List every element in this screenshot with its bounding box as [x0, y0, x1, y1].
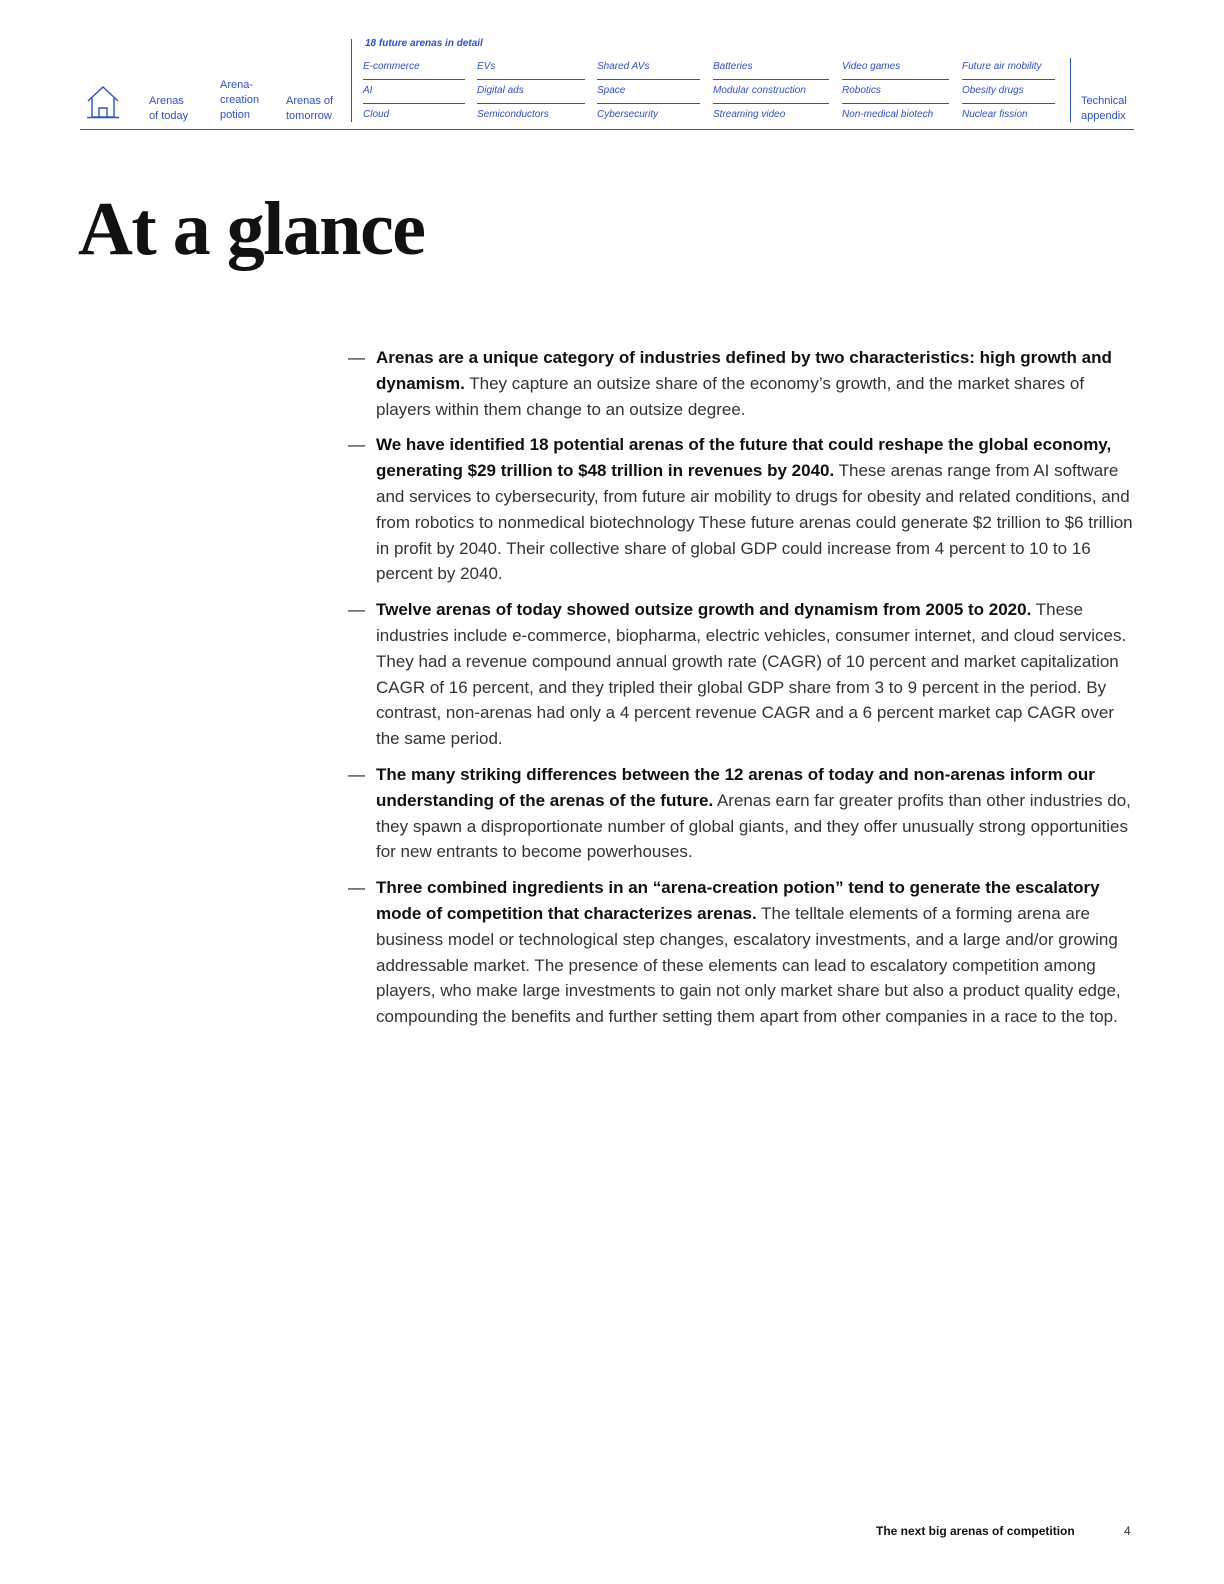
list-item — [348, 762, 1138, 865]
nav-divider — [1070, 58, 1071, 122]
bullet-text: These industries include e-commerce, biopharma, electric vehicles, consumer internet, and cloud services. They had a revenue compound annual growth rate (CAGR) of 10 percent and market capitalization CAGR of 16 percent, and they tripled their global GDP share from 3 to 9 percent in the period. By contrast, non-arenas had only a 4 percent revenue CAGR and a 6 percent market cap CAGR over the same period. — [376, 600, 1127, 749]
list-item — [348, 432, 1138, 587]
row-divider — [477, 79, 585, 80]
row-divider — [842, 79, 949, 80]
bullet-text: These arenas range from AI software and services to cybersecurity, from future air mobility to drugs for obesity and related conditions, and from robotics to nonmedical biotechnology These future arenas could generate $2 trillion to $6 trillion in profit by 2040. Their collective share of global GDP could increase from 4 percent to 10 to 16 percent by 2040. — [376, 461, 1133, 584]
bullet-marker: — — [348, 600, 365, 620]
arena-link-e-commerce[interactable]: E-commerce — [363, 61, 420, 72]
row-divider — [477, 103, 585, 104]
arena-link-semiconductors[interactable]: Semiconductors — [477, 109, 549, 120]
home-icon[interactable] — [86, 84, 120, 120]
bullet-lead: Twelve arenas of today showed outsize growth and dynamism from 2005 to 2020. — [376, 600, 1032, 620]
bullet-lead: Arenas are a unique category of industries defined by two characteristics: high growth and dynamism. — [376, 348, 1112, 393]
nav-underline — [80, 129, 1134, 130]
arena-link-digital-ads[interactable]: Digital ads — [477, 85, 524, 96]
row-divider — [842, 103, 949, 104]
bullet-text: They capture an outsize share of the economy’s growth, and the market shares of players within them change to an outsize degree. — [376, 373, 1085, 419]
nav-label-line: Arenas — [149, 95, 184, 107]
arena-link-cybersecurity[interactable]: Cybersecurity — [597, 109, 659, 120]
bullet-lead: We have identified 18 potential arenas of the future that could reshape the global economy, generating $29 trillion to $48 trillion in revenues by 2040. — [376, 435, 1112, 481]
nav-label-line: potion — [220, 109, 250, 121]
list-item — [348, 345, 1138, 422]
nav-arenas-of-tomorrow[interactable] — [286, 94, 333, 124]
row-divider — [713, 103, 829, 104]
row-divider — [962, 103, 1055, 104]
nav-technical-appendix[interactable] — [1081, 94, 1127, 124]
bullet-marker: — — [348, 764, 365, 784]
nav-arenas-of-today[interactable] — [149, 94, 188, 124]
future-arenas-heading: 18 future arenas in detail — [365, 38, 483, 49]
bullet-lead: Three combined ingredients in an “arena-creation potion” tend to generate the escalatory mode of competition that characterizes arenas. — [376, 878, 1100, 923]
bullet-marker: — — [348, 878, 365, 898]
page-title: At a glance — [78, 187, 425, 271]
nav-label-line: tomorrow — [286, 110, 332, 122]
arena-link-obesity-drugs[interactable]: Obesity drugs — [962, 85, 1024, 96]
list-item — [348, 597, 1138, 752]
footer-report-title: The next big arenas of competition — [876, 1524, 1075, 1538]
arena-link-modular-construction[interactable]: Modular construction — [713, 85, 806, 96]
arena-link-evs[interactable]: EVs — [477, 61, 496, 72]
arena-link-nuclear-fission[interactable]: Nuclear fission — [962, 109, 1028, 120]
arena-link-shared-avs[interactable]: Shared AVs — [597, 61, 650, 72]
bullet-lead: The many striking differences between the 12 arenas of today and non-arenas inform our understanding of the arenas of the future. — [376, 764, 1095, 810]
arena-link-cloud[interactable]: Cloud — [363, 109, 390, 120]
bullet-text: Arenas earn far greater profits than other industries do, they spawn a disproportionate number of global giants, and they offer unusually strong opportunities for new entrants to become powerhouses. — [376, 790, 1131, 862]
nav-label-line: Arenas of — [286, 95, 334, 107]
bullet-text: The telltale elements of a forming arena are business model or technological step changes, escalatory investments, and a large and/or growing addressable market. The presence of these elements can lead to escalatory competition among players, who make large investments to gain not only market share but also a product quality edge, compounding the benefits and further setting them apart from other companies in a race to the top. — [376, 903, 1121, 1027]
row-divider — [713, 79, 829, 80]
row-divider — [597, 79, 700, 80]
nav-label-line: Arena- — [220, 79, 254, 91]
row-divider — [363, 103, 465, 104]
page-number: 4 — [1124, 1524, 1131, 1538]
arena-link-robotics[interactable]: Robotics — [842, 85, 881, 96]
arena-link-ai[interactable]: AI — [363, 85, 373, 96]
nav-label-line: Technical — [1081, 95, 1127, 107]
nav-label-line: of today — [149, 110, 189, 122]
nav-arena-creation-potion[interactable] — [220, 78, 259, 123]
arena-link-space[interactable]: Space — [597, 85, 626, 96]
arena-link-video-games[interactable]: Video games — [842, 61, 901, 72]
bullet-marker: — — [348, 435, 365, 455]
bullet-marker: — — [348, 348, 365, 367]
row-divider — [962, 79, 1055, 80]
arena-link-batteries[interactable]: Batteries — [713, 61, 753, 72]
nav-divider — [351, 39, 352, 122]
row-divider — [597, 103, 700, 104]
nav-label-line: appendix — [1081, 110, 1126, 122]
arena-link-streaming-video[interactable]: Streaming video — [713, 109, 786, 120]
arena-link-future-air-mobility[interactable]: Future air mobility — [962, 61, 1042, 72]
nav-label-line: creation — [220, 94, 260, 106]
key-points-list — [348, 345, 1138, 1040]
top-navigation — [80, 36, 1134, 130]
row-divider — [363, 79, 465, 80]
arena-link-non-medical-biotech[interactable]: Non-medical biotech — [842, 109, 934, 120]
list-item — [348, 875, 1138, 1030]
